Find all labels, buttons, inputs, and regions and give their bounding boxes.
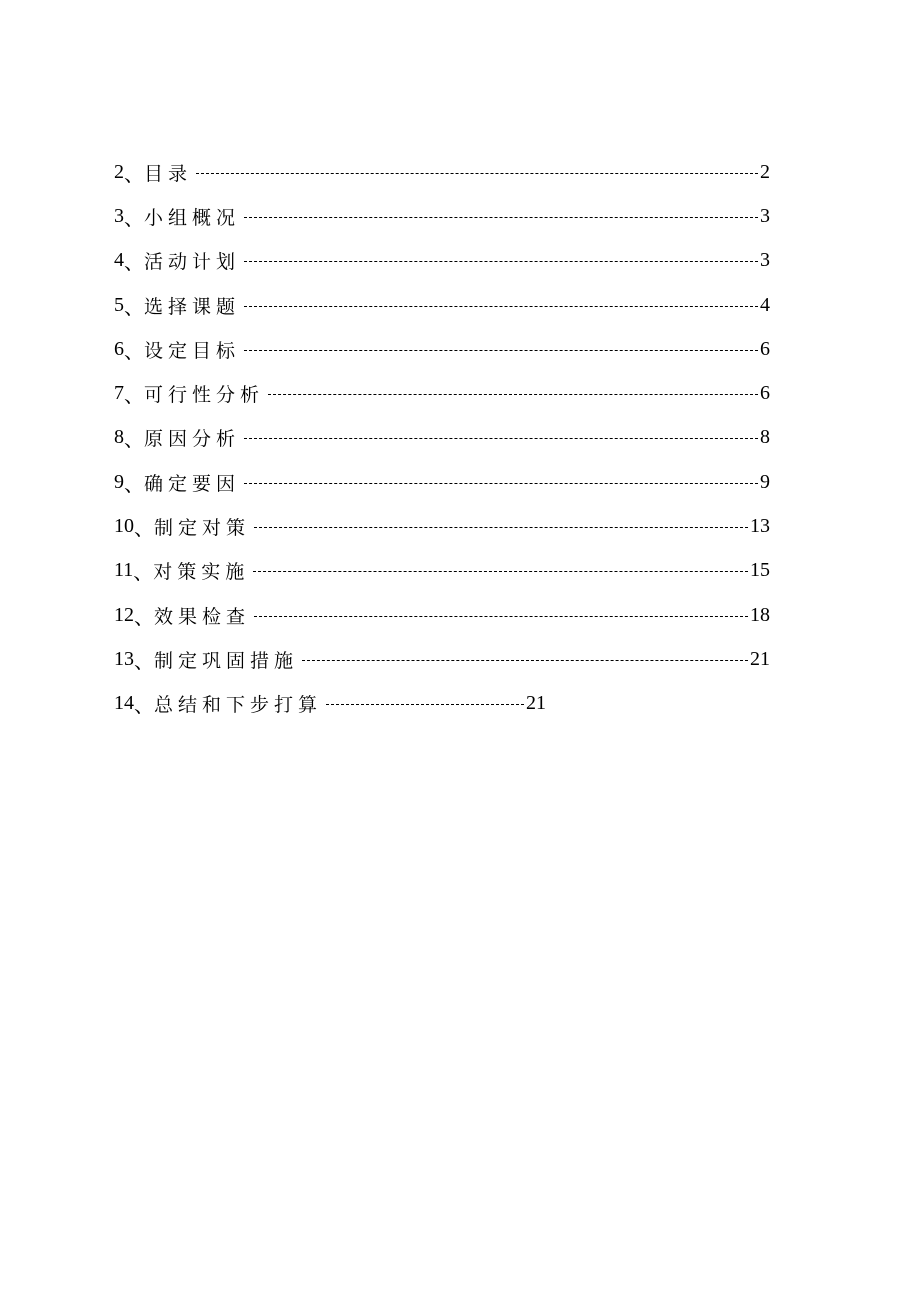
toc-entry-number: 13 [114,647,134,670]
toc-entry-title: 制定对策 [154,517,251,540]
toc-entry[interactable] [114,637,770,681]
toc-entry-page: 6 [760,382,770,405]
toc-entry-number: 5 [114,293,124,316]
toc-entry-title: 确定要因 [144,472,241,495]
toc-leader-line [196,173,758,174]
toc-entry-title: 总结和下步打算 [154,694,323,717]
toc-entry[interactable] [114,682,546,726]
toc-entry[interactable] [114,327,770,371]
toc-entry-page: 21 [526,692,546,715]
toc-entry-number: 12 [114,603,134,626]
toc-leader-line [302,660,748,661]
toc-entry-number: 6 [114,337,124,360]
toc-entry-title: 对策实施 [153,561,250,584]
toc-leader-line [244,217,758,218]
toc-entry-title: 选择课题 [144,295,241,318]
toc-leader-line [244,483,758,484]
toc-entry-number: 2 [114,160,124,183]
toc-entry-page: 21 [750,647,770,670]
toc-entry-page: 2 [760,160,770,183]
toc-leader-line [244,438,758,439]
toc-entry-title: 效果检查 [154,605,251,628]
toc-entry-title: 活动计划 [144,251,241,274]
toc-entry-number: 3 [114,204,124,227]
toc-entry-separator: 、 [134,693,154,718]
toc-entry-title: 制定巩固措施 [154,649,299,672]
toc-entry-page: 3 [760,204,770,227]
table-of-contents [114,150,770,726]
toc-entry-title: 小组概况 [144,206,241,229]
toc-entry-separator: 、 [124,338,144,363]
toc-entry-page: 9 [760,470,770,493]
toc-entry[interactable] [114,504,770,548]
toc-leader-line [253,571,748,572]
toc-entry-title: 可行性分析 [144,384,265,407]
toc-entry-page: 6 [760,337,770,360]
toc-entry-title: 设定目标 [144,339,241,362]
toc-entry-page: 18 [750,603,770,626]
toc-entry-number: 11 [114,559,134,582]
toc-leader-line [244,261,758,262]
toc-entry[interactable] [114,371,770,415]
toc-leader-line [254,616,748,617]
toc-entry-page: 4 [760,293,770,316]
toc-entry[interactable] [114,416,770,460]
toc-entry-number: 14 [114,692,134,715]
toc-entry-page: 8 [760,426,770,449]
toc-entry-separator: 、 [124,250,144,275]
toc-leader-line [244,306,758,307]
toc-entry-number: 8 [114,426,124,449]
toc-entry[interactable] [114,150,770,194]
toc-entry-number: 10 [114,515,134,538]
toc-entry-separator: 、 [134,604,154,629]
toc-entry-separator: 、 [133,560,154,585]
toc-entry-number: 4 [114,249,124,272]
toc-leader-line [254,527,748,528]
toc-entry[interactable] [114,283,770,327]
toc-entry[interactable] [114,593,770,637]
toc-entry[interactable] [114,460,770,504]
toc-entry-page: 15 [750,559,770,582]
toc-entry-separator: 、 [124,427,144,452]
toc-entry-page: 3 [760,249,770,272]
toc-entry-title: 原因分析 [144,428,241,451]
toc-entry-separator: 、 [124,294,144,319]
toc-entry-separator: 、 [124,471,144,496]
toc-entry-number: 7 [114,382,124,405]
toc-entry-number: 9 [114,470,124,493]
toc-entry[interactable] [114,194,770,238]
toc-entry-separator: 、 [134,648,154,673]
toc-entry-page: 13 [750,515,770,538]
toc-entry[interactable] [114,549,770,593]
toc-entry[interactable] [114,239,770,283]
toc-leader-line [326,704,524,705]
toc-leader-line [268,394,758,395]
toc-entry-separator: 、 [124,161,144,186]
toc-entry-title: 目录 [144,162,193,185]
toc-entry-separator: 、 [134,516,154,541]
toc-leader-line [244,350,758,351]
toc-entry-separator: 、 [124,205,144,230]
toc-entry-separator: 、 [124,383,144,408]
